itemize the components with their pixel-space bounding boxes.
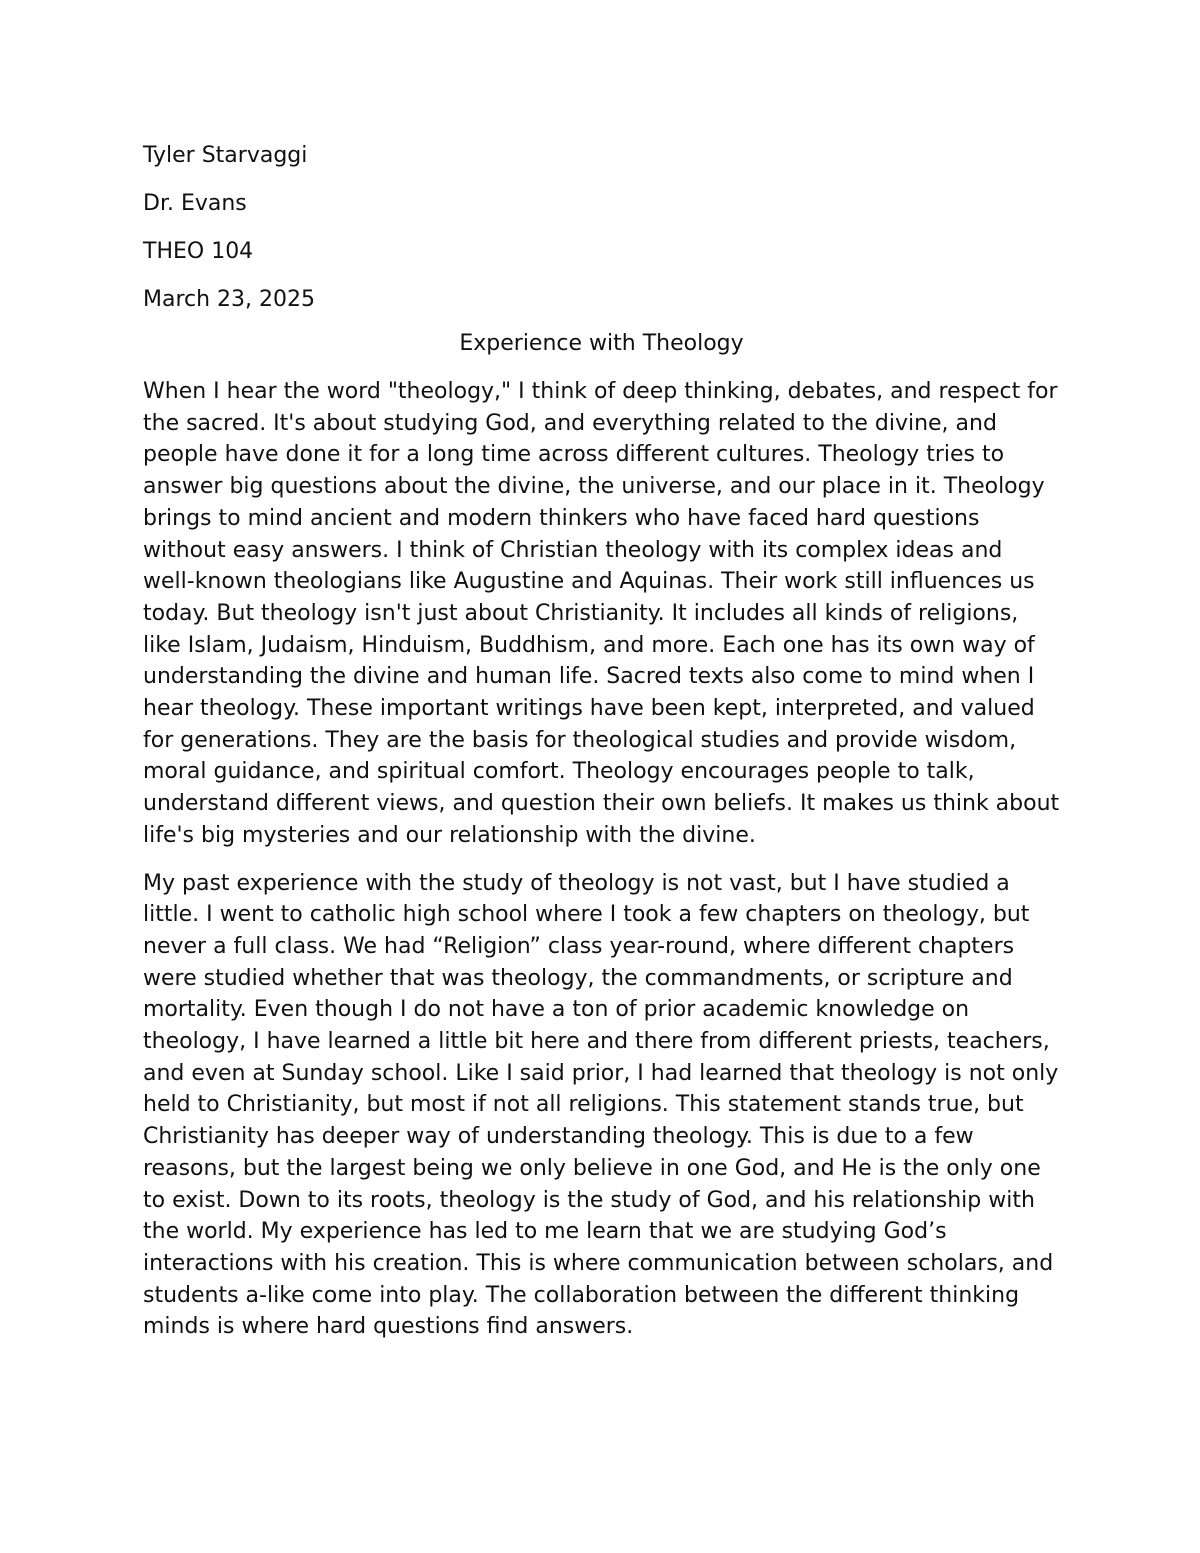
essay-body — [143, 376, 1060, 1359]
author-name: Tyler Starvaggi — [143, 143, 308, 168]
instructor-name: Dr. Evans — [143, 191, 247, 216]
essay-title: Experience with Theology — [459, 331, 744, 356]
body-paragraph: My past experience with the study of theology is not vast, but I have studied a little. I went to catholic high school where I took a few chapters on theology, but never a full class. We had “Religion” class year-round, where different chapters were studied whether that was theology, the commandments, or scripture and mortality. Even though I do not have a ton of prior academic knowledge on theology, I have learned a little bit here and there from different priests, teachers, and even at Sunday school. Like I said prior, I had learned that theology is not only held to Christianity, but most if not all religions. This statement stands true, but Christianity has deeper way of understanding theology. This is due to a few reasons, but the largest being we only believe in one God, and He is the only one to exist. Down to its roots, theology is the study of God, and his relationship with the world. My experience has led to me learn that we are studying God’s interactions with his creation. This is where communication between scholars, and students a-like come into play. The collaboration between the different thinking minds is where hard questions find answers. — [143, 870, 1059, 1340]
essay-date: March 23, 2025 — [143, 287, 316, 312]
course-code: THEO 104 — [143, 239, 254, 264]
essay-header — [143, 140, 1063, 332]
body-paragraph: When I hear the word "theology," I think of deep thinking, debates, and respect for the sacred. It's about studying God, and everything related to the divine, and people have done it for a long time across different cultures. Theology tries to answer big questions about the divine, the universe, and our place in it. Theology brings to mind ancient and modern thinkers who have faced hard questions without easy answers. I think of Christian theology with its complex ideas and well-known theologians like Augustine and Aquinas. Their work still influences us today. But theology isn't just about Christianity. It includes all kinds of religions, like Islam, Judaism, Hinduism, Buddhism, and more. Each one has its own way of understanding the divine and human life. Sacred texts also come to mind when I hear theology. These important writings have been kept, interpreted, and valued for generations. They are the basis for theological studies and provide wisdom, moral guidance, and spiritual comfort. Theology encourages people to talk, understand different views, and question their own beliefs. It makes us think about life's big mysteries and our relationship with the divine. — [143, 379, 1060, 848]
